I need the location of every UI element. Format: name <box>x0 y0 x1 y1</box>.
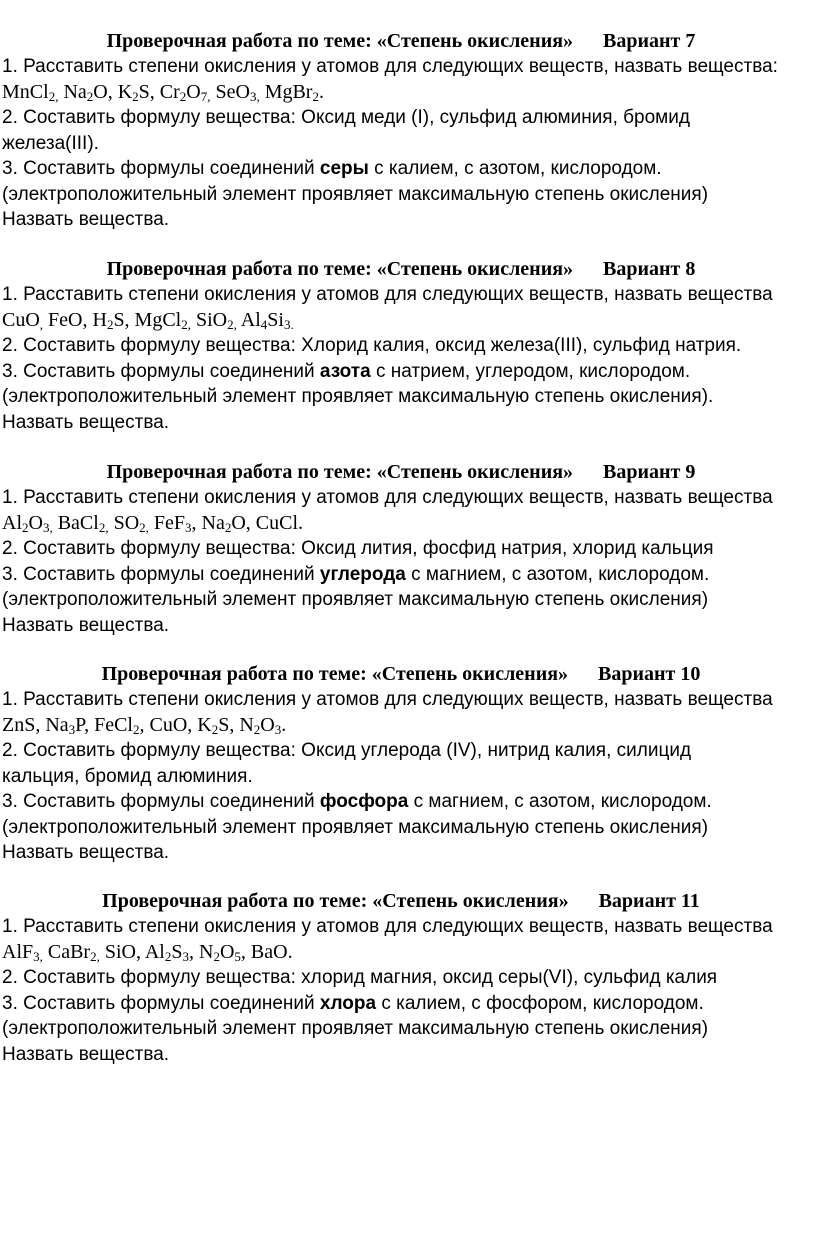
formula-text: CaBr <box>42 940 91 963</box>
formula-text: S <box>171 940 183 963</box>
variant-9-task-3 <box>0 562 816 588</box>
variant-8-note: (электроположительный элемент проявляет максимальную степень окисления). <box>2 386 714 407</box>
formula-text: Na <box>58 80 87 103</box>
task-3-suffix: с магнием, с азотом, кислородом. <box>408 791 712 812</box>
formula-subscript: 5 <box>234 948 241 964</box>
formula-text: SiO <box>191 308 228 331</box>
task-3-suffix: с натрием, углеродом, кислородом. <box>370 360 691 382</box>
formula-subscript: 2, <box>139 519 149 535</box>
formula-text: S, MgCl <box>113 308 182 331</box>
formula-text: O <box>28 511 43 534</box>
formula-text: , Na <box>191 511 225 534</box>
variant-11-title: Проверочная работа по теме: «Степень окисления» Вариант 11 <box>102 890 700 912</box>
formula-text: O <box>186 80 201 103</box>
formula-subscript: 3, <box>249 88 260 104</box>
variant-9-block <box>0 459 816 638</box>
formula-subscript: 7, <box>200 88 211 104</box>
formula-subscript: 2 <box>253 721 261 737</box>
variant-9-formulas <box>0 511 816 537</box>
formula-text: . <box>281 713 287 736</box>
variant-10-task-2-cont: кальция, бромид алюминия. <box>2 765 253 787</box>
variant-11-block <box>0 888 816 1067</box>
variant-11-formulas <box>0 940 816 966</box>
variant-10-task-2: 2. Составить формулу вещества: Оксид углерода (IV), нитрид калия, силицид <box>2 740 692 761</box>
formula-subscript: 3 <box>274 721 282 737</box>
task-3-prefix: 3. Составить формулы соединений <box>2 360 320 382</box>
formula-subscript: 2, <box>90 948 100 964</box>
task-3-element: хлора <box>319 992 377 1014</box>
variant-9-note: (электроположительный элемент проявляет максимальную степень окисления) <box>2 589 709 610</box>
formula-text: S, Cr <box>138 80 180 103</box>
formula-subscript: 2, <box>98 519 109 535</box>
formula-subscript: 2 <box>86 88 94 104</box>
formula-text: SiO, Al <box>99 940 165 963</box>
formula-text: FeF <box>148 511 186 534</box>
formula-subscript: , <box>39 316 44 332</box>
variant-8-task-2: 2. Составить формулу вещества: Хлорид калия, оксид железа(III), сульфид натрия. <box>2 335 742 356</box>
variant-11-task-2: 2. Составить формулу вещества: хлорид магния, оксид серы(VI), сульфид калия <box>2 967 718 988</box>
formula-text: O <box>260 713 275 736</box>
variant-9-name-instruction: Назвать вещества. <box>2 614 170 636</box>
variant-7-block <box>0 28 816 233</box>
formula-text: S, N <box>218 713 254 736</box>
formula-text: Al <box>236 308 261 331</box>
formula-text: FeO, H <box>43 308 107 331</box>
variant-10-block <box>0 661 816 866</box>
formula-subscript: 2 <box>132 721 140 737</box>
variant-7-name-instruction: Назвать вещества. <box>2 209 170 230</box>
task-3-prefix: 3. Составить формулы соединений <box>2 563 320 585</box>
formula-subscript: 3 <box>185 519 192 535</box>
variant-7-task-1: 1. Расставить степени окисления у атомов для следующих веществ, назвать вещества: <box>2 56 778 77</box>
variant-8-formulas <box>0 308 816 334</box>
formula-text: SeO <box>210 80 250 103</box>
formula-subscript: 2 <box>211 721 219 737</box>
formula-text: , BaO. <box>240 940 293 963</box>
variant-10-task-1: 1. Расставить степени окисления у атомов для следующих веществ, назвать вещества <box>2 689 773 710</box>
formula-text: BaCl <box>52 511 99 534</box>
variant-10-title: Проверочная работа по теме: «Степень окисления» Вариант 10 <box>101 663 701 685</box>
variant-8-name-instruction: Назвать вещества. <box>2 411 170 433</box>
variant-11-name-instruction: Назвать вещества. <box>2 1043 170 1065</box>
variant-10-formulas <box>0 713 816 739</box>
formula-subscript: 2 <box>164 948 172 964</box>
formula-subscript: 3, <box>33 948 43 964</box>
formula-text: MgBr <box>259 80 313 103</box>
formula-subscript: 3 <box>68 721 76 737</box>
formula-text: O, K <box>93 80 133 103</box>
formula-text: O <box>219 940 235 963</box>
formula-subscript: 2, <box>48 88 59 104</box>
formula-text: , CuO, K <box>139 713 212 736</box>
formula-subscript: 2 <box>179 88 187 104</box>
formula-text: Al <box>2 511 22 534</box>
formula-text: ZnS, Na <box>2 713 69 736</box>
formula-text: MnCl <box>2 80 49 103</box>
formula-subscript: 3. <box>283 316 294 332</box>
variant-9-task-2: 2. Составить формулу вещества: Оксид лития, фосфид натрия, хлорид кальция <box>2 538 714 559</box>
task-3-element: углерода <box>319 563 406 585</box>
formula-subscript: 4 <box>260 316 268 332</box>
variant-8-block <box>0 256 816 435</box>
task-3-prefix: 3. Составить формулы соединений <box>2 158 320 179</box>
variant-8-task-3 <box>0 359 816 385</box>
task-3-suffix: с калием, с фосфором, кислородом. <box>376 992 704 1014</box>
task-3-element: азота <box>319 360 371 382</box>
variant-11-task-1: 1. Расставить степени окисления у атомов для следующих веществ, назвать вещества <box>2 916 773 937</box>
formula-subscript: 2 <box>224 519 232 535</box>
formula-subscript: 3, <box>42 519 53 535</box>
formula-text: O, CuCl. <box>231 511 304 534</box>
variant-7-task-2-cont: железа(III). <box>2 132 99 154</box>
task-3-element: фосфора <box>319 791 409 812</box>
variant-7-task-2: 2. Составить формулу вещества: Оксид меди (I), сульфид алюминия, бромид <box>2 107 690 128</box>
task-3-suffix: с калием, с азотом, кислородом. <box>368 158 662 179</box>
variant-9-task-1: 1. Расставить степени окисления у атомов для следующих веществ, назвать вещества <box>2 487 773 508</box>
formula-subscript: 2 <box>312 88 319 104</box>
variant-10-name-instruction: Назвать вещества. <box>2 842 170 863</box>
variant-10-task-3 <box>0 789 816 815</box>
formula-subscript: 2 <box>22 519 29 535</box>
variant-9-title: Проверочная работа по теме: «Степень окисления» Вариант 9 <box>106 461 696 483</box>
variant-7-formulas <box>0 80 816 106</box>
variant-7-note: (электроположительный элемент проявляет максимальную степень окисления) <box>2 183 709 205</box>
variant-10-note: (электроположительный элемент проявляет максимальную степень окисления) <box>2 816 709 838</box>
formula-text: Si <box>267 308 284 331</box>
formula-subscript: 2, <box>181 316 191 332</box>
variant-8-title: Проверочная работа по теме: «Степень окисления» Вариант 8 <box>106 258 696 280</box>
variant-7-task-3 <box>0 156 816 182</box>
formula-subscript: 2 <box>213 948 220 964</box>
formula-text: P, FeCl <box>75 713 133 736</box>
variant-8-task-1: 1. Расставить степени окисления у атомов для следующих веществ, назвать вещества <box>2 284 773 305</box>
task-3-prefix: 3. Составить формулы соединений <box>2 791 320 812</box>
formula-subscript: 2 <box>132 88 139 104</box>
variant-11-note: (электроположительный элемент проявляет максимальную степень окисления) <box>2 1018 709 1039</box>
formula-text: CuO <box>2 308 40 331</box>
variant-11-task-3 <box>0 991 816 1017</box>
formula-subscript: 3 <box>182 948 189 964</box>
formula-subscript: 2 <box>106 316 114 332</box>
formula-text: , N <box>189 940 214 963</box>
task-3-element: серы <box>319 158 369 179</box>
task-3-suffix: с магнием, с азотом, кислородом. <box>405 563 710 585</box>
formula-text: AlF <box>2 940 34 963</box>
task-3-prefix: 3. Составить формулы соединений <box>2 992 320 1014</box>
variant-7-title: Проверочная работа по теме: «Степень окисления» Вариант 7 <box>106 30 696 52</box>
formula-text: SO <box>108 511 140 534</box>
formula-text: . <box>318 80 324 103</box>
formula-subscript: 2, <box>227 316 237 332</box>
